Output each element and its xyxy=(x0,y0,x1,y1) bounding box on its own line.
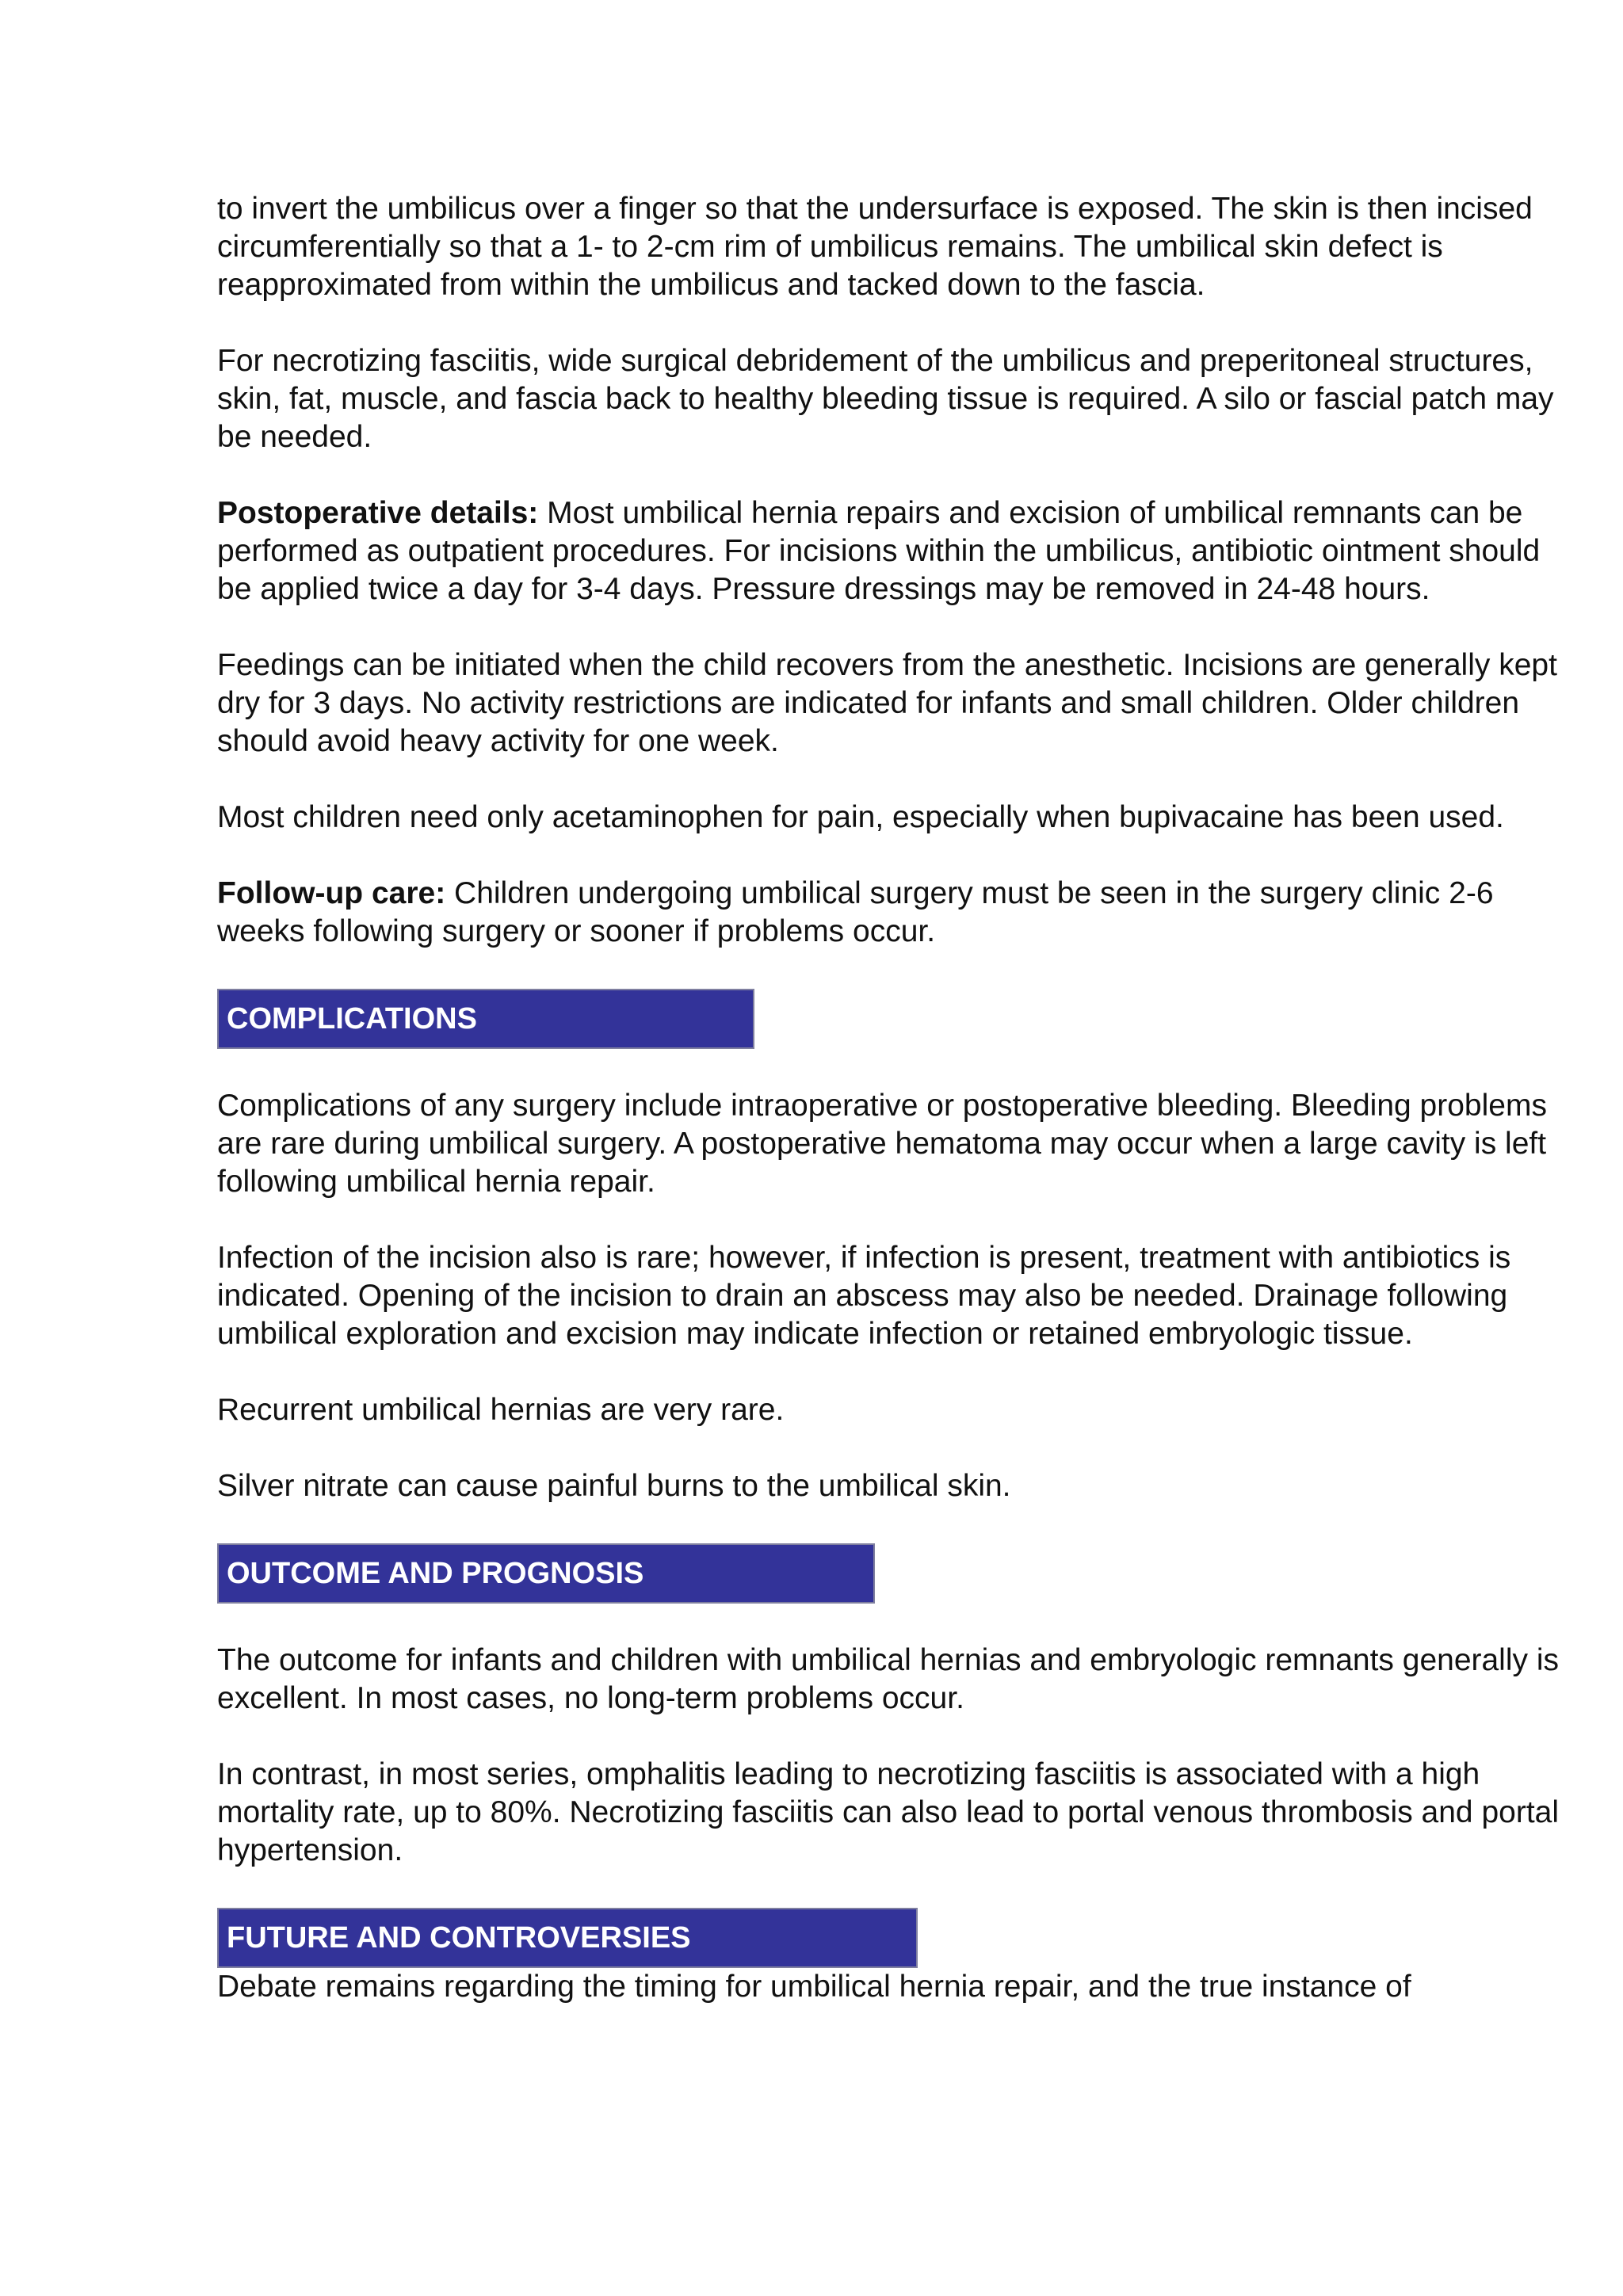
paragraph-debate-timing: Debate remains regarding the timing for umbilical hernia repair, and the true instance of xyxy=(217,1970,1411,2004)
paragraph-recurrent-hernias: Recurrent umbilical hernias are very rare. xyxy=(217,1393,785,1427)
label-postoperative-details: Postoperative details: xyxy=(217,496,539,530)
paragraph-omphalitis-mortality: In contrast, in most series, omphalitis leading to necrotizing fasciitis is associated with a high mortality rate, up to 80%. Necrotizing fasciitis can also lead to portal venous thrombosis and portal hypertension. xyxy=(217,1757,1560,1867)
document-page xyxy=(217,190,1564,2006)
paragraph-feedings: Feedings can be initiated when the child recovers from the anesthetic. Incisions are generally kept dry for 3 days. No activity restrictions are indicated for infants and small children. Older children should avoid heavy activity for one week. xyxy=(217,648,1557,758)
paragraph-follow-up-care xyxy=(217,875,1564,951)
paragraph-silver-nitrate: Silver nitrate can cause painful burns to the umbilical skin. xyxy=(217,1469,1011,1503)
paragraph-outcome: The outcome for infants and children with umbilical hernias and embryologic remnants generally is excellent. In most cases, no long-term problems occur. xyxy=(217,1643,1560,1715)
paragraph-pain: Most children need only acetaminophen for pain, especially when bupivacaine has been used. xyxy=(217,800,1504,834)
section-heading-outcome-and-prognosis: OUTCOME AND PROGNOSIS xyxy=(217,1543,875,1604)
paragraph-umbilicus-inversion: to invert the umbilicus over a finger so that the undersurface is exposed. The skin is then incised circumferentially so that a 1- to 2-cm rim of umbilicus remains. The umbilical skin defect is reapproximated from within the umbilicus and tacked down to the fascia. xyxy=(217,192,1533,302)
section-heading-future-and-controversies: FUTURE AND CONTROVERSIES xyxy=(217,1908,918,1968)
paragraph-necrotizing-fasciitis-debridement: For necrotizing fasciitis, wide surgical debridement of the umbilicus and preperitoneal structures, skin, fat, muscle, and fascia back to healthy bleeding tissue is required. A silo or fascial patch may be needed. xyxy=(217,344,1554,454)
text-postoperative-details: Most umbilical hernia repairs and excision of umbilical remnants can be performed as outpatient procedures. For incisions within the umbilicus, antibiotic ointment should be applied twice a day for 3-4 days. Pressure dressings may be removed in 24-48 hours. xyxy=(217,496,1541,606)
paragraph-postoperative-details xyxy=(217,494,1564,608)
paragraph-complications-bleeding: Complications of any surgery include intraoperative or postoperative bleeding. Bleeding problems are rare during umbilical surgery. A postoperative hematoma may occur when a large cavity is left following umbilical hernia repair. xyxy=(217,1089,1547,1199)
text-follow-up-care: Children undergoing umbilical surgery must be seen in the surgery clinic 2-6 weeks following surgery or sooner if problems occur. xyxy=(217,876,1494,948)
section-heading-complications: COMPLICATIONS xyxy=(217,989,754,1049)
paragraph-complications-infection: Infection of the incision also is rare; however, if infection is present, treatment with antibiotics is indicated. Opening of the incision to drain an abscess may also be needed. Drainage following umbilical exploration and excision may indicate infection or retained embryologic tissue. xyxy=(217,1241,1511,1351)
label-follow-up-care: Follow-up care: xyxy=(217,876,446,910)
